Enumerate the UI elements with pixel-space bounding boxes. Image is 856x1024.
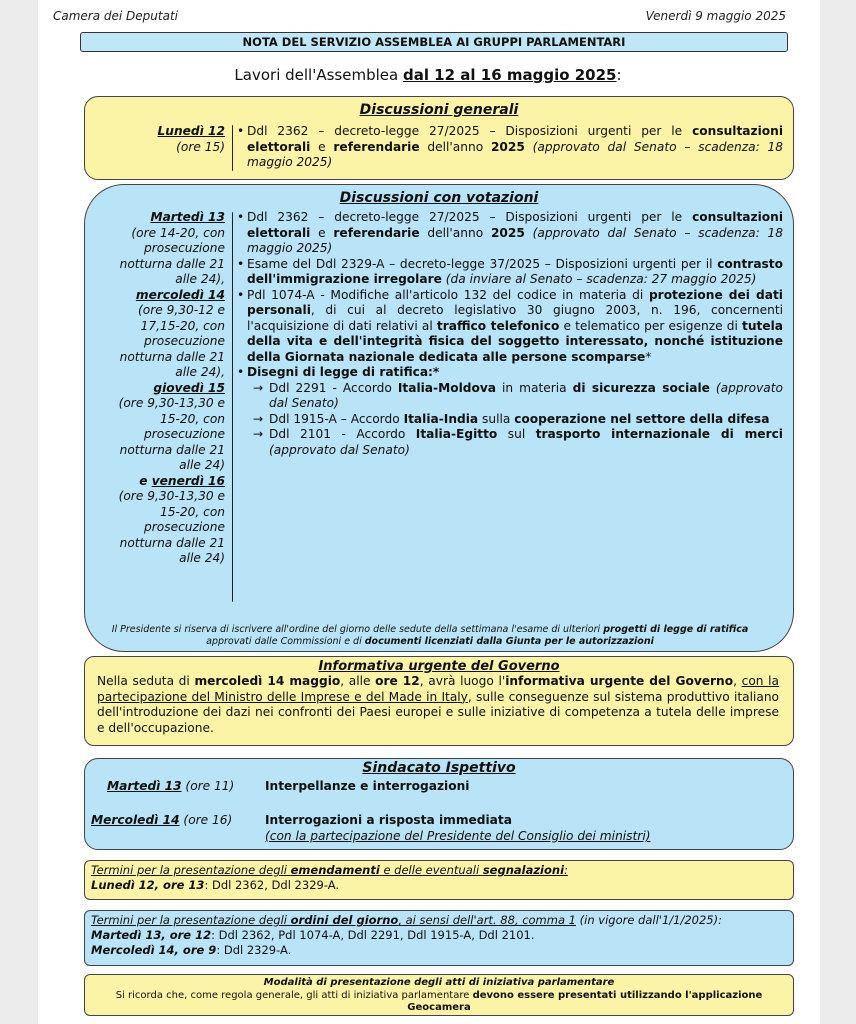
votes-item: • Disegni di legge di ratifica:* <box>237 365 783 381</box>
votes-item: • Ddl 2362 – decreto-legge 27/2025 – Disposizioni urgenti per le consultazioni elettorali e referendarie dell'anno 2025 (approvato dal Senato – scadenza: 18 maggio 2025) <box>237 210 783 257</box>
page-header <box>53 9 786 23</box>
general-discussions-box <box>84 96 794 180</box>
votes-title: Discussioni con votazioni <box>339 190 539 206</box>
inspective-row-text: Interrogazioni a risposta immediata <box>265 813 512 827</box>
subtitle-dates: dal 12 al 16 maggio 2025 <box>402 66 617 84</box>
general-items <box>237 124 783 171</box>
day-friday-line: e venerdì 16 <box>139 473 225 488</box>
agenda-orders-deadline-box <box>84 910 794 966</box>
ratification-item: → Ddl 1915-A – Accordo Italia-India sulla cooperazione nel settore della difesa <box>237 412 783 428</box>
ratification-item: → Ddl 2101 - Accordo Italia-Egitto sul trasporto internazionale di merci (approvato dal Senato) <box>237 427 783 458</box>
general-discussions-title: Discussioni generali <box>359 102 519 118</box>
inspective-box <box>84 758 794 850</box>
submission-mode-text: Si ricorda che, come regola generale, gli atti di iniziativa parlamentare devono essere presentati utilizzando l'applicazione Geocamera <box>115 989 763 1013</box>
day-tuesday: Martedì 13 <box>150 210 225 224</box>
votes-days <box>95 210 225 567</box>
general-day <box>95 124 225 155</box>
general-day-time: (ore 15) <box>176 139 225 154</box>
inspective-row: Martedì 13 (ore 11) <box>107 779 235 793</box>
votes-footnote: Il Presidente si riserva di iscrivere all'ordine del giorno delle sedute della settimana l'esame di ulteriori progetti di legge di ratifica approvati dalle Commissioni e di documenti licenziati dalla Giunta per le autorizzazioni <box>111 624 749 647</box>
amendments-deadline-box <box>84 860 794 900</box>
general-item: • Ddl 2362 – decreto-legge 27/2025 – Disposizioni urgenti per le consultazioni elettorali e referendarie dell'anno 2025 (approvato dal Senato – scadenza: 18 maggio 2025) <box>237 124 783 171</box>
day-friday-time: (ore 9,30-13,30 e 15-20, con prosecuzione notturna dalle 21 alle 24) <box>118 489 225 565</box>
subtitle <box>0 66 856 84</box>
day-thursday-time: (ore 9,30-13,30 e 15-20, con prosecuzione notturna dalle 21 alle 24) <box>118 396 225 472</box>
subtitle-prefix: Lavori dell'Assemblea <box>234 66 403 84</box>
day-thursday: giovedì 15 <box>153 380 225 395</box>
votes-box <box>84 184 794 652</box>
orders-line: Martedì 13, ore 12: Ddl 2362, Pdl 1074-A, Ddl 2291, Ddl 1915-A, Ddl 2101. <box>91 928 535 942</box>
inspective-row-sub: (con la partecipazione del Presidente del Consiglio dei ministri) <box>265 829 651 843</box>
inspective-title: Sindacato Ispettivo <box>362 760 516 776</box>
day-friday: venerdì 16 <box>151 473 225 488</box>
orders-heading: Termini per la presentazione degli ordini del giorno, ai sensi dell'art. 88, comma 1 (in vigore dall'1/1/2025): <box>91 913 722 927</box>
header-left: Camera dei Deputati <box>53 9 178 23</box>
submission-mode-title: Modalità di presentazione degli atti di iniziativa parlamentare <box>263 977 615 988</box>
subtitle-suffix: : <box>616 66 622 84</box>
day-wednesday-time: (ore 9,30-12 e 17,15-20, con prosecuzione notturna dalle 21 alle 24), <box>119 303 225 379</box>
submission-mode-box <box>84 974 794 1016</box>
votes-items <box>237 210 783 458</box>
title-banner: NOTA DEL SERVIZIO ASSEMBLEA AI GRUPPI PARLAMENTARI <box>80 32 788 52</box>
inspective-row-text: Interpellanze e interrogazioni <box>265 779 470 793</box>
day-tuesday-time: (ore 14-20, con prosecuzione notturna dalle 21 alle 24), <box>119 225 225 286</box>
ratification-item: → Ddl 2291 - Accordo Italia-Moldova in materia di sicurezza sociale (approvato dal Senato) <box>237 381 783 412</box>
votes-item: • Esame del Ddl 2329-A – decreto-legge 37/2025 – Disposizioni urgenti per il contrasto dell'immigrazione irregolare (da inviare al Senato – scadenza: 27 maggio 2025) <box>237 257 783 288</box>
amendments-heading: Termini per la presentazione degli emendamenti e delle eventuali segnalazioni: <box>91 863 568 877</box>
brace <box>232 125 233 171</box>
government-briefing-box <box>84 656 794 746</box>
briefing-title: Informativa urgente del Governo <box>318 659 560 674</box>
day-wednesday: mercoledì 14 <box>135 287 225 302</box>
votes-item: • Pdl 1074-A - Modifiche all'articolo 132 del codice in materia di protezione dei dati personali, di cui al decreto legislativo 30 giugno 2003, n. 196, concernenti l'acquisizione di dati relativi al traffico telefonico e telematico per esigenze di tutela della vita e dell'integrità fisica del soggetto interessato, nonché istituzione della Giornata nazionale dedicata alle persone scomparse* <box>237 288 783 366</box>
amendments-line: Lunedì 12, ore 13: Ddl 2362, Ddl 2329-A. <box>91 878 340 892</box>
header-date: Venerdì 9 maggio 2025 <box>645 9 786 23</box>
orders-line: Mercoledì 14, ore 9: Ddl 2329-A. <box>91 943 292 957</box>
brace <box>232 212 233 602</box>
general-day-label: Lunedì 12 <box>157 124 225 138</box>
briefing-text: Nella seduta di mercoledì 14 maggio, alle ore 12, avrà luogo l'informativa urgente del Governo, con la partecipazione del Ministro delle Imprese e del Made in Italy, sulle conseguenze sul sistema produttivo italiano dell'introduzione dei dazi nei confronti dei Paesi europei e sulle iniziative di competenza a tutela delle imprese e dell'occupazione. <box>97 674 779 735</box>
inspective-row: Mercoledì 14 (ore 16) <box>91 813 233 827</box>
